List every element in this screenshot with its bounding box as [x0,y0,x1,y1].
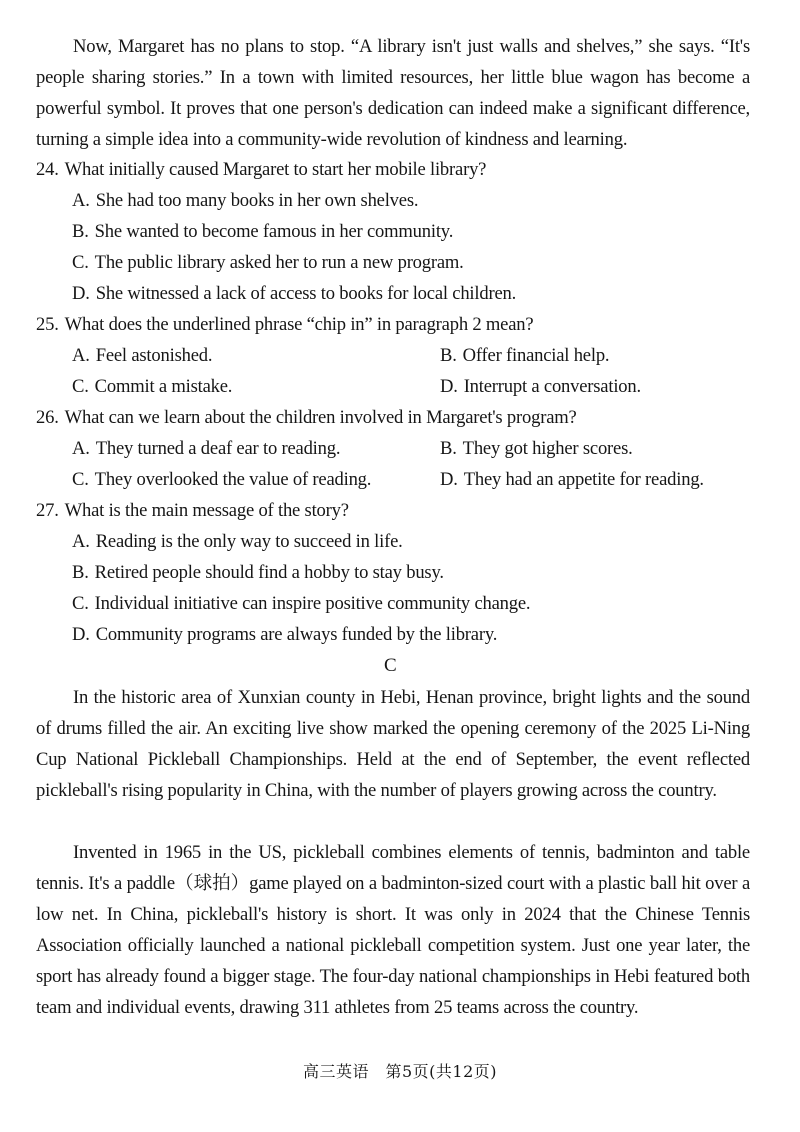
q26-option-a [72,433,340,464]
passage-b-closing-paragraph [36,31,750,155]
question-stem: What does the underlined phrase “chip in” in paragraph 2 mean? [64,314,534,335]
option-text: They had an appetite for reading. [463,469,704,490]
option-letter: C. [72,593,89,614]
option-letter: C. [72,376,89,397]
question-25 [36,309,533,340]
option-text: Reading is the only way to succeed in life. [95,531,403,552]
question-number: 24. [36,159,59,180]
option-letter: D. [72,283,90,304]
question-number: 25. [36,314,59,335]
section-c-paragraph-1 [36,682,750,806]
paragraph-text: In the historic area of Xunxian county in Hebi, Henan province, bright lights and the sound of drums filled the air. An exciting live show marked the opening ceremony of the 2025 Li-Ning Cup National Pickleball Championships. Held at the end of September, the event reflected pickleball's rising popularity in China, with the number of players growing across the country. [36,687,750,801]
option-letter: A. [72,531,90,552]
question-stem: What initially caused Margaret to start her mobile library? [64,159,487,180]
paragraph-text: Invented in 1965 in the US, pickleball combines elements of tennis, badminton and table tennis. It's a paddle（球拍）game played on a badminton-sized court with a plastic ball hit over a low net. In China, pickleball's history is short. It was only in 2024 that the Chinese Tennis Association officially launched a national pickleball competition system. Just one year later, the sport has already found a bigger stage. The four-day national championships in Hebi featured both team and individual events, drawing 311 athletes from 25 teams across the country. [36,842,750,1018]
q26-option-d [440,464,704,495]
paragraph-text: Now, Margaret has no plans to stop. “A library isn't just walls and shelves,” she says. “It's people sharing stories.” In a town with limited resources, her little blue wagon has become a powerful symbol. It proves that one person's dedication can indeed make a significant difference, turning a simple idea into a community-wide revolution of kindness and learning. [36,36,750,150]
option-letter: B. [72,221,89,242]
option-text: Feel astonished. [95,345,213,366]
option-letter: B. [440,438,457,459]
q26-option-c [72,464,371,495]
q25-option-a [72,340,212,371]
option-text: Individual initiative can inspire positive community change. [94,593,531,614]
q26-option-b [440,433,633,464]
option-text: They turned a deaf ear to reading. [95,438,341,459]
question-26 [36,402,577,433]
option-text: The public library asked her to run a new program. [94,252,464,273]
option-letter: C. [72,252,89,273]
option-letter: A. [72,438,90,459]
option-text: Interrupt a conversation. [463,376,641,397]
option-letter: D. [440,469,458,490]
option-letter: B. [440,345,457,366]
option-text: They overlooked the value of reading. [94,469,372,490]
q24-option-a [72,185,418,216]
option-text: Commit a mistake. [94,376,233,397]
q27-option-a [72,526,403,557]
q24-option-d [72,278,516,309]
q25-option-b [440,340,609,371]
question-number: 27. [36,500,59,521]
q27-option-d [72,619,497,650]
question-stem: What is the main message of the story? [64,500,349,521]
q25-option-d [440,371,641,402]
section-c-heading: C [384,655,397,676]
question-number: 26. [36,407,59,428]
question-24 [36,154,486,185]
option-letter: A. [72,345,90,366]
option-letter: A. [72,190,90,211]
option-letter: D. [72,624,90,645]
q27-option-b [72,557,444,588]
option-text: She witnessed a lack of access to books for local children. [95,283,517,304]
q25-option-c [72,371,232,402]
q27-option-c [72,588,530,619]
option-letter: D. [440,376,458,397]
option-text: They got higher scores. [462,438,633,459]
option-text: She had too many books in her own shelves. [95,190,419,211]
q24-option-b [72,216,453,247]
question-27 [36,495,349,526]
question-stem: What can we learn about the children involved in Margaret's program? [64,407,577,428]
option-text: Retired people should find a hobby to stay busy. [94,562,444,583]
option-text: Offer financial help. [462,345,610,366]
option-text: She wanted to become famous in her community. [94,221,454,242]
option-text: Community programs are always funded by the library. [95,624,498,645]
page-footer: 高三英语 第5页(共12页) [302,1062,498,1081]
option-letter: B. [72,562,89,583]
section-c-paragraph-2 [36,837,750,1023]
q24-option-c [72,247,464,278]
option-letter: C. [72,469,89,490]
